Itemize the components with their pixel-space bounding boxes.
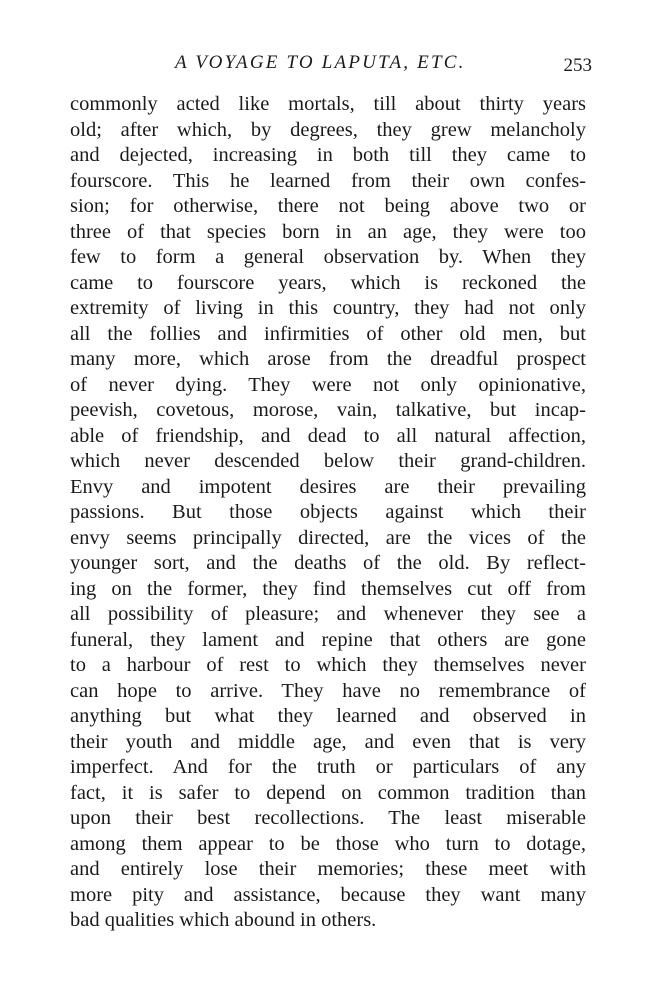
text-line: their youth and middle age, and even that is very — [70, 730, 586, 753]
text-line: fact, it is safer to depend on common tradition than — [70, 781, 586, 804]
body-text — [70, 92, 586, 934]
running-title: A VOYAGE TO LAPUTA, ETC. — [175, 52, 466, 73]
text-line: sion; for otherwise, there not being above two or — [70, 195, 586, 217]
text-line: three of that species born in an age, they were too — [70, 220, 586, 243]
text-line: able of friendship, and dead to all natural affection, — [70, 424, 586, 447]
text-line: and dejected, increasing in both till they came to — [70, 144, 586, 166]
text-line: to a harbour of rest to which they themselves never — [70, 654, 586, 676]
text-line: envy seems principally directed, are the vices of the — [70, 526, 586, 549]
text-line: old; after which, by degrees, they grew melancholy — [70, 118, 586, 141]
text-line: upon their best recollections. The least miserable — [70, 807, 586, 829]
page-number: 253 — [563, 55, 592, 76]
text-line: younger sort, and the deaths of the old. By reflect- — [70, 552, 586, 574]
text-line: among them appear to be those who turn to dotage, — [70, 832, 586, 855]
text-line: peevish, covetous, morose, vain, talkative, but incap- — [70, 399, 586, 421]
text-line: funeral, they lament and repine that others are gone — [70, 628, 586, 651]
text-line: all possibility of pleasure; and whenever they see a — [70, 603, 586, 625]
text-line: which never descended below their grand-children. — [70, 450, 586, 472]
text-line: can hope to arrive. They have no remembrance of — [70, 679, 586, 702]
text-line: few to form a general observation by. When they — [70, 246, 586, 268]
text-line: more pity and assistance, because they want many — [70, 883, 586, 906]
text-line: came to fourscore years, which is reckoned the — [70, 271, 586, 294]
text-line: and entirely lose their memories; these meet with — [70, 858, 586, 880]
text-line: anything but what they learned and observed in — [70, 705, 586, 727]
text-line: passions. But those objects against which their — [70, 501, 586, 523]
text-line: many more, which arose from the dreadful prospect — [70, 348, 586, 370]
text-line: imperfect. And for the truth or particulars of any — [70, 756, 586, 778]
text-line: all the follies and infirmities of other old men, but — [70, 322, 586, 345]
text-line: bad qualities which abound in others. — [70, 909, 377, 931]
text-line: Envy and impotent desires are their prevailing — [70, 475, 586, 498]
text-line: extremity of living in this country, they had not only — [70, 297, 586, 319]
running-header — [70, 52, 592, 82]
text-line: of never dying. They were not only opinionative, — [70, 373, 586, 396]
text-line: commonly acted like mortals, till about thirty years — [70, 93, 586, 115]
text-line: ing on the former, they find themselves cut off from — [70, 577, 586, 600]
text-line: fourscore. This he learned from their own confes- — [70, 169, 586, 192]
